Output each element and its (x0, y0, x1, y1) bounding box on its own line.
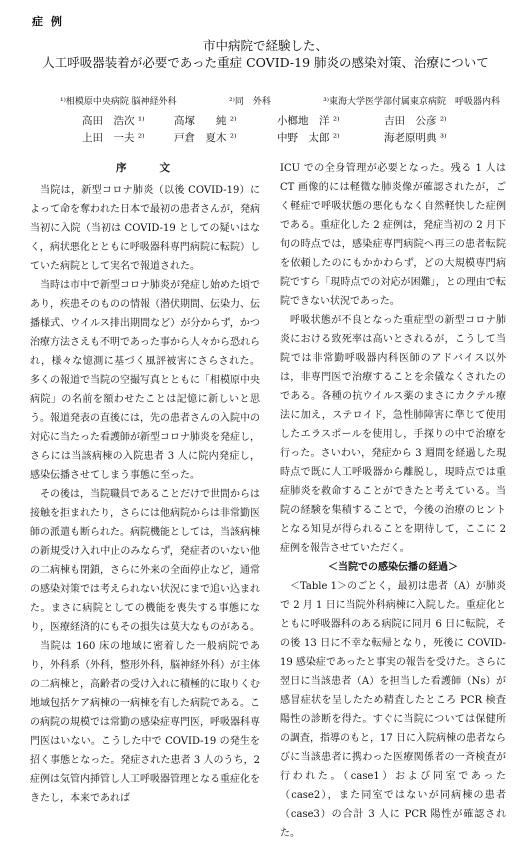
paragraph: 当院は 160 床の地域に密着した一般病院であり，外科系（外科，整形外科，脳神経外科）が主体の二病棟と，高齢者の受け入れに積極的に取りくむ地域包括ケア病棟の一病棟を有した病院である。この病院の規模では常勤の感染症専門医，呼吸器科専門医はいない。こうした中で COVID-19 の発生を招く事態となった。発症された患者 3 人のうち，2 症例は気管内挿管し人工呼吸器管理となる重症化をきたし，本来であれば (30, 641, 260, 804)
subsection-heading: ＜当院での感染伝播の経過＞ (328, 562, 458, 573)
affiliations (60, 94, 500, 107)
paragraph: 当時は市中で新型コロナ肺炎が発症し始めた頃であり，疾患そのものの情報（潜伏期間、伝染力、伝播様式、ウイルス排出期間など）が分からず，かつ治療方法さえも不明であった事から人々から恐れられ，様々な憶測に基づく風評被害にさらされた。多くの報道で当院の空撮写真とともに「相模原中央病院」の名前を額わせたことは記憶に新しいと思う。報道発表の直後には，先の患者さんの入院中の対応に当たった看護師が新型コロナ肺炎を発症し，さらには当該病棟の入院患者 3 人に院内発症し，感染伝播させてしまう事態に至った。 (30, 280, 260, 481)
right-column (280, 159, 506, 843)
paragraph: 当院は，新型コロナ肺炎（以後 COVID-19）によって命を奪われた日本で最初の患者さんが，発病当初に入院（当初は COVID-19 としての疑いはなく，病状悪化とともに呼吸器科専門病院に転院）していた病院として実名で報道された。 (30, 185, 260, 272)
author: 上田 一夫 ²⁾ (82, 132, 145, 144)
author: 高塚 純 ²⁾ (174, 115, 237, 127)
author: 小榔地 洋 ²⁾ (277, 115, 340, 127)
author: 海老原明典 ³⁾ (384, 132, 447, 144)
paragraph: ＜Table 1＞のごとく，最初は患者（A）が肺炎で 2 月 1 日に当院外科病棟に入院した。重症化とともに呼吸器科のある病院に同月 6 日に転院，その後 13 日に不幸な転帰となり，死後に COVID-19 感染症であったと事実の報告を受けた。さらに翌日に当該患者（A）を担当した看護師（Ns）が感冒症状を呈したため精査したところ PCR 検査陽性の診断を得た。すぐに当院については保健所の調査，指導のもと，17 日に入院病棟の患者ならびに当該患者に携わった医療関係者の一斉検査が行われた。（case1）および同室であった（case2），また同室ではないが同病棟の患者（case3）の合計 3 人に PCR 陽性が確認された。 (280, 581, 506, 839)
left-column (30, 159, 260, 808)
paragraph: 呼吸状態が不良となった重症型の新型コロナ肺炎における致死率は高いとされるが，こうして当院では非常勤呼吸器内科医師のアドバイス以外は，非専門医で治療することを余儀なくされたのである。各種の抗ウイルス薬のまさにカクテル療法に加え，ステロイド，急性肺障害に準じて使用したエラスポールを使用し，手探りの中で治療を行った。さいわい，発症から 3 週間を経過した現時点で既に人工呼吸器から離脱し，現時点では重症肺炎を救命することができたと考えている。当院の経験を集積することで，今後の治療のヒントとなる知見が得られることを期待して，ここに 2 症例を報告させていただく。 (280, 315, 506, 554)
section-tag: 症 例 (32, 15, 64, 28)
author: 高田 浩次 ¹⁾ (82, 115, 145, 127)
paragraph: その後は，当院職員であることだけで世間からは接触を拒まれたり，さらには他病院からは非常勤医師の派遣も断られた。病院機能としては，当該病棟の新規受け入れ中止のみならず，発症者のいない他の二病棟も閉鎖，さらに外来の全面停止など，通常の感染対策では考えられない状況にまで追い込まれた。まさに病院としての機能を喪失する事態になり，医療経済的にもその損失は莫大なものがある。 (30, 489, 260, 633)
affiliation-2: ²⁾同 外科 (229, 97, 271, 107)
title-line-2: 人工呼吸器装着が必要であった重症 COVID-19 肺炎の感染対策、治療について (42, 55, 489, 70)
paragraph: ICU での全身管理が必要となった。残る 1 人は CT 画像的には軽微な肺炎像が確認されたが，ごく軽症で呼吸状態の悪化もなく自然軽快した症例である。重症化した 2 症例は，発症当初の 2 月下旬の時点では，感染症専門病院へ再三の患者転院を依頼したのにもかかわらず，どの大規模専門病院ですら「現時点での対応が困難」，との理由で転院できない状況であった。 (280, 163, 506, 307)
section-heading-introduction: 序 文 (116, 162, 174, 174)
title-line-1: 市中病院で経験した、 (202, 38, 328, 53)
author: 中野 太郎 ²⁾ (277, 132, 340, 144)
affiliation-1: ¹⁾相模原中央病院 脳神経外科 (60, 97, 177, 107)
affiliation-3: ³⁾東海大学医学部付属東京病院 呼吸器内科 (323, 97, 500, 107)
author: 戸倉 夏木 ²⁾ (174, 132, 237, 144)
author: 吉田 公彦 ²⁾ (384, 115, 447, 127)
